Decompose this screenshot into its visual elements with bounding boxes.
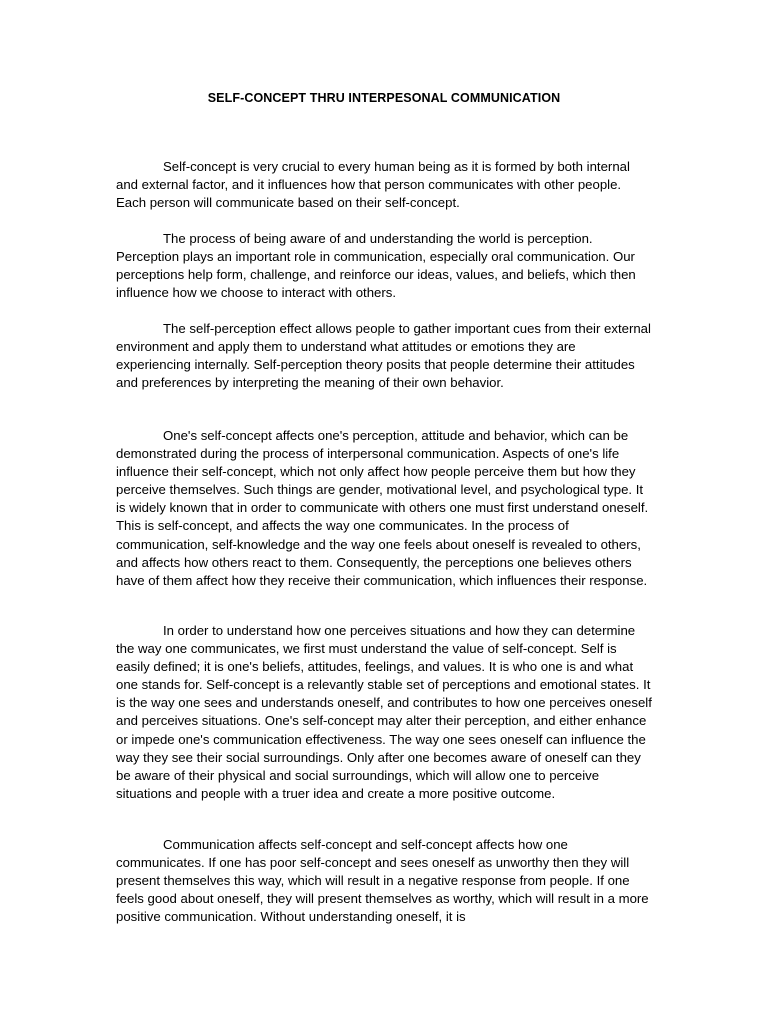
paragraph-2: The process of being aware of and understanding the world is perception. Perception plays an important role in communication, especially oral communication. Our perceptions help form, challenge, and reinforce our ideas, values, and beliefs, which then influence how we choose to interact with others. bbox=[116, 231, 636, 301]
document-title: SELF-CONCEPT THRU INTERPESONAL COMMUNICATION bbox=[207, 91, 561, 105]
paragraph-6: Communication affects self-concept and self-concept affects how one communicates. If one has poor self-concept and sees oneself as unworthy then they will present themselves this way, which will result in a negative response from people. If one feels good about oneself, they will present themselves as worthy, which will result in a more positive communication. Without understanding oneself, it is bbox=[116, 837, 649, 925]
paragraph-3: The self-perception effect allows people to gather important cues from their external environment and apply them to understand what attitudes or emotions they are experiencing internally. Self-perception theory posits that people determine their attitudes and preferences by interpreting the meaning of their own behavior. bbox=[116, 321, 651, 391]
paragraph-4: One's self-concept affects one's perception, attitude and behavior, which can be demonstrated during the process of interpersonal communication. Aspects of one's life influence their self-concept, which not only affect how people perceive them but how they perceive themselves. Such things are gender, motivational level, and psychological type. It is widely known that in order to communicate with others one must first understand oneself. This is self-concept, and affects the way one communicates. In the process of communication, self-knowledge and the way one feels about oneself is revealed to others, and affects how others react to them. Consequently, the perceptions one believes others have of them affect how they receive their communication, which influences their response. bbox=[116, 428, 649, 588]
paragraph-1: Self-concept is very crucial to every human being as it is formed by both internal and external factor, and it influences how that person communicates with other people. Each person will communicate based on their self-concept. bbox=[116, 159, 630, 211]
paragraph-5: In order to understand how one perceives situations and how they can determine the way one communicates, we first must understand the value of self-concept. Self is easily defined; it is one's beliefs, attitudes, feelings, and values. It is who one is and what one stands for. Self-concept is a relevantly stable set of perceptions and emotional states. It is the way one sees and understands oneself, and contributes to how one perceives oneself and perceives situations. One's self-concept may alter their perception, and either enhance or impede one's communication effectiveness. The way one sees oneself can influence the way they see their social surroundings. Only after one becomes aware of oneself can they be aware of their physical and social surroundings, which will allow one to perceive situations and people with a truer idea and create a more positive outcome. bbox=[116, 623, 652, 801]
